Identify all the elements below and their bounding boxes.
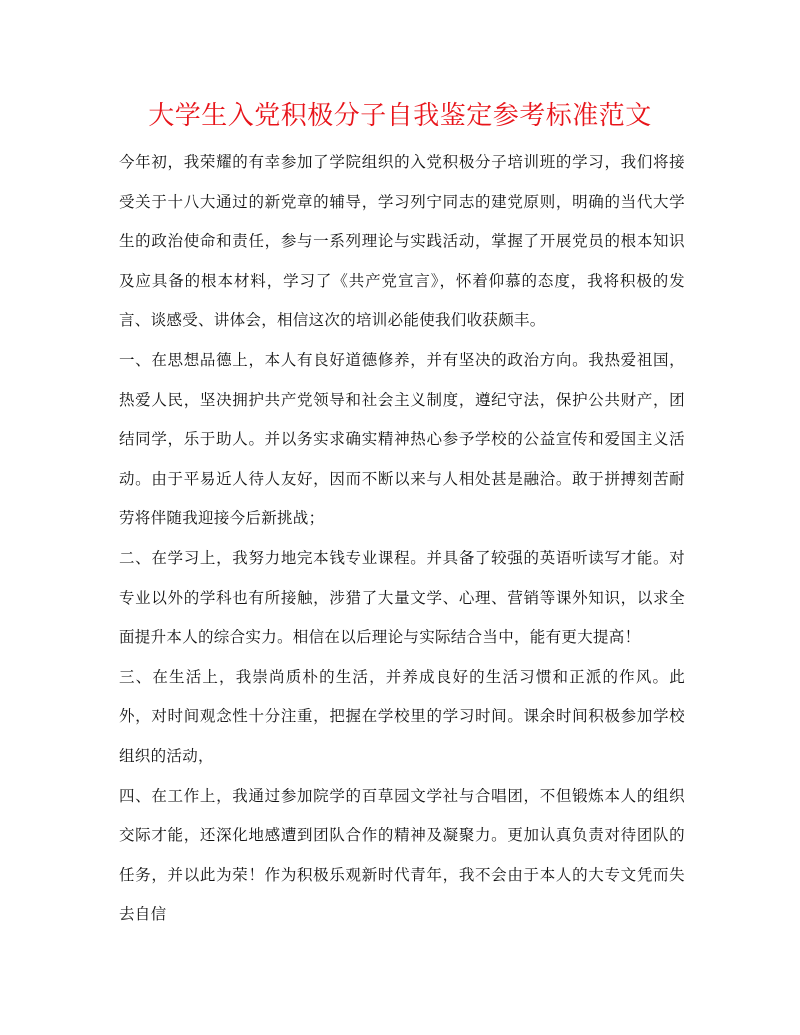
paragraph-study: 二、在学习上，我努力地完本钱专业课程。并具备了较强的英语听读写才能。对专业以外的学科也有所接触，涉猎了大量文学、心理、营销等课外知识，以求全面提升本人的综合实力。相信在以后理论与实际结合当中，能有更大提高！ — [119, 548, 685, 647]
paragraph-ideology: 一、在思想品德上，本人有良好道德修养，并有坚决的政治方向。我热爱祖国，热爱人民，坚决拥护共产党领导和社会主义制度，遵纪守法，保护公共财产，团结同学，乐于助人。并以务实求确实精神热心参予学校的公益宣传和爱国主义活动。由于平易近人待人友好，因而不断以来与人相处甚是融洽。敢于拼搏刻苦耐劳将伴随我迎接今后新挑战； — [119, 350, 685, 528]
paragraph-life: 三、在生活上，我崇尚质朴的生活，并养成良好的生活习惯和正派的作风。此外，对时间观念性十分注重，把握在学校里的学习时间。课余时间积极参加学校组织的活动， — [119, 667, 685, 765]
paragraph-work: 四、在工作上，我通过参加院学的百草园文学社与合唱团，不但锻炼本人的组织交际才能，还深化地感遭到团队合作的精神及凝聚力。更加认真负责对待团队的任务，并以此为荣！作为积极乐观新时代青年，我不会由于本人的大专文凭而失去自信 — [119, 786, 685, 924]
paragraph-intro: 今年初，我荣耀的有幸参加了学院组织的入党积极分子培训班的学习，我们将接受关于十八大通过的新党章的辅导，学习列宁同志的建党原则，明确的当代大学生的政治使命和责任，参与一系列理论与实践活动，掌握了开展党员的根本知识及应具备的根本材料，学习了《共产党宣言》，怀着仰慕的态度，我将积极的发言、谈感受、讲体会，相信这次的培训必能使我们收获颇丰。 — [119, 153, 685, 330]
document-body — [119, 143, 685, 935]
document-title: 大学生入党积极分子自我鉴定参考标准范文 — [148, 101, 652, 131]
